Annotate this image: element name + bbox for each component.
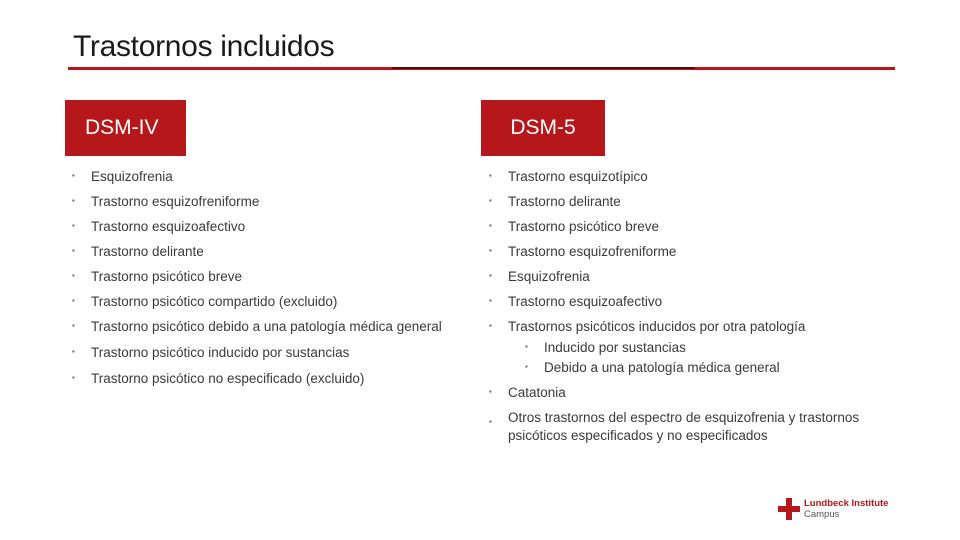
list-item: ▪ Trastorno esquizotípico: [489, 169, 648, 184]
list-item: ▪ Esquizofrenia: [72, 169, 173, 184]
bullet-icon: ▪: [72, 196, 75, 206]
bullet-icon: ▪: [489, 171, 492, 181]
list-item: ▪ Trastorno esquizoafectivo: [489, 294, 663, 309]
bullet-icon: ▪: [489, 417, 492, 426]
bullet-icon: ▪: [72, 246, 75, 256]
dsm-iv-header-label: DSM-IV: [85, 116, 159, 139]
list-item: ▪ Trastorno psicótico debido a una patología médica general: [72, 319, 442, 334]
dsm-5-header-label: DSM-5: [510, 116, 576, 139]
bullet-icon: ▪: [72, 296, 75, 306]
dsm-iv-header: [65, 100, 186, 156]
bullet-icon: ▪: [72, 171, 75, 181]
logo-subtitle: Campus: [804, 509, 840, 520]
bullet-icon: ▪: [72, 321, 75, 331]
list-item: ▪ Trastorno psicótico inducido por sustancias: [72, 345, 350, 360]
page-title: Trastornos incluidos: [73, 30, 335, 63]
list-item: ▪ Otros trastornos del espectro de esquizofrenia y trastornos psicóticos especificados y no especificados: [489, 410, 860, 443]
bullet-icon: ▪: [72, 347, 75, 357]
list-item: ▪ Esquizofrenia: [489, 269, 590, 284]
sub-list-item: ▪ Inducido por sustancias: [525, 340, 686, 355]
list-item: ▪ Trastorno esquizoafectivo: [72, 219, 246, 234]
dsm-5-header: [481, 100, 605, 156]
list-item: ▪ Trastorno psicótico compartido (excluido): [72, 294, 338, 309]
list-item: ▪ Trastorno delirante: [72, 244, 204, 259]
bullet-icon: ▪: [525, 342, 528, 352]
list-item: ▪ Trastorno esquizofreniforme: [72, 194, 260, 209]
list-item: ▪ Trastorno delirante: [489, 194, 621, 209]
bullet-icon: ▪: [489, 246, 492, 256]
bullet-icon: ▪: [72, 271, 75, 281]
bullet-icon: ▪: [489, 321, 492, 331]
bullet-icon: ▪: [489, 271, 492, 281]
list-item: ▪ Catatonia: [489, 385, 566, 400]
title-underline-accent: [392, 67, 695, 69]
list-item: ▪ Trastorno psicótico breve: [489, 219, 660, 234]
bullet-icon: ▪: [525, 362, 528, 372]
bullet-icon: ▪: [489, 196, 492, 206]
bullet-icon: ▪: [489, 296, 492, 306]
lundbeck-logo: [778, 498, 888, 520]
bullet-icon: ▪: [72, 221, 75, 231]
list-item: ▪ Trastorno psicótico breve: [72, 269, 243, 284]
bullet-icon: ▪: [489, 387, 492, 397]
sub-list-item: ▪ Debido a una patología médica general: [525, 360, 780, 375]
list-item: ▪ Trastorno psicótico no especificado (excluido): [72, 371, 365, 386]
logo-name: Lundbeck Institute: [804, 498, 889, 509]
list-item: ▪ Trastorno esquizofreniforme: [489, 244, 677, 259]
bullet-icon: ▪: [72, 373, 75, 383]
bullet-icon: ▪: [489, 221, 492, 231]
lundbeck-cross-icon: [778, 498, 800, 520]
list-item: ▪ Trastornos psicóticos inducidos por otra patología: [489, 319, 806, 334]
